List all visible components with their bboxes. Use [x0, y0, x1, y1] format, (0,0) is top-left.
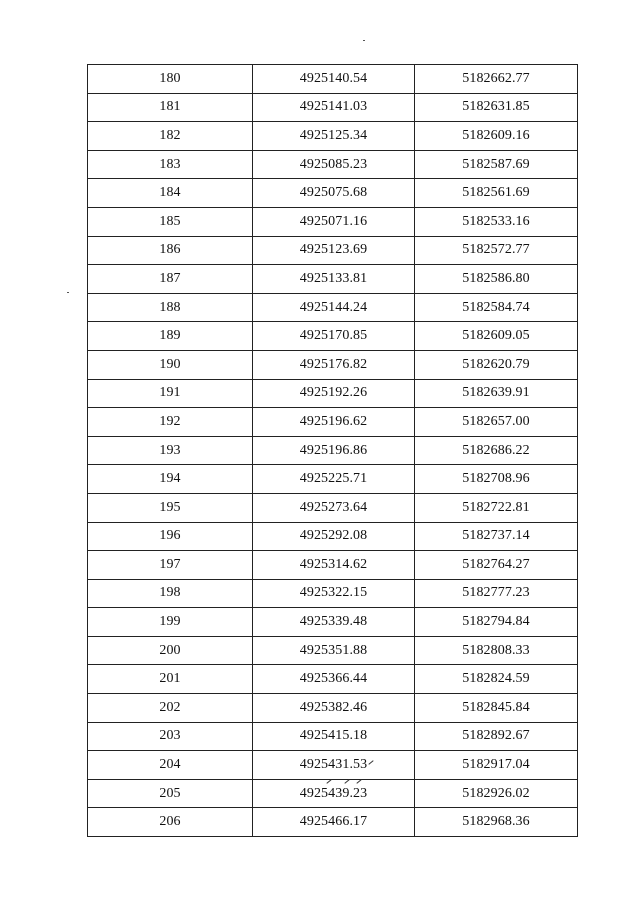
table-row	[88, 236, 578, 265]
scan-speck	[67, 292, 69, 293]
x-coordinate-cell: 4925196.86	[253, 436, 415, 465]
point-number-cell: 180	[88, 65, 253, 94]
x-coordinate-cell: 4925176.82	[253, 350, 415, 379]
coordinate-table-body	[88, 65, 578, 837]
table-row	[88, 722, 578, 751]
x-coordinate-cell: 4925415.18	[253, 722, 415, 751]
table-row	[88, 465, 578, 494]
point-number-cell: 197	[88, 551, 253, 580]
x-coordinate-cell: 4925140.54	[253, 65, 415, 94]
table-row	[88, 493, 578, 522]
x-coordinate-cell: 4925466.17	[253, 808, 415, 837]
x-coordinate-cell: 4925196.62	[253, 408, 415, 437]
x-coordinate-cell: 4925071.16	[253, 207, 415, 236]
table-row	[88, 751, 578, 780]
point-number-cell: 185	[88, 207, 253, 236]
point-number-cell: 193	[88, 436, 253, 465]
table-row	[88, 694, 578, 723]
table-row	[88, 608, 578, 637]
y-coordinate-cell: 5182764.27	[415, 551, 578, 580]
point-number-cell: 187	[88, 265, 253, 294]
y-coordinate-cell: 5182586.80	[415, 265, 578, 294]
table-row	[88, 436, 578, 465]
table-row	[88, 408, 578, 437]
point-number-cell: 182	[88, 122, 253, 151]
x-coordinate-cell: 4925144.24	[253, 293, 415, 322]
point-number-cell: 184	[88, 179, 253, 208]
x-coordinate-cell: 4925141.03	[253, 93, 415, 122]
point-number-cell: 181	[88, 93, 253, 122]
table-row	[88, 65, 578, 94]
point-number-cell: 196	[88, 522, 253, 551]
point-number-cell: 200	[88, 636, 253, 665]
y-coordinate-cell: 5182926.02	[415, 779, 578, 808]
x-coordinate-cell: 4925366.44	[253, 665, 415, 694]
y-coordinate-cell: 5182584.74	[415, 293, 578, 322]
table-row	[88, 379, 578, 408]
table-row	[88, 293, 578, 322]
y-coordinate-cell: 5182777.23	[415, 579, 578, 608]
table-row	[88, 522, 578, 551]
point-number-cell: 191	[88, 379, 253, 408]
y-coordinate-cell: 5182968.36	[415, 808, 578, 837]
point-number-cell: 190	[88, 350, 253, 379]
x-coordinate-cell: 4925225.71	[253, 465, 415, 494]
y-coordinate-cell: 5182824.59	[415, 665, 578, 694]
table-row	[88, 579, 578, 608]
table-row	[88, 179, 578, 208]
point-number-cell: 202	[88, 694, 253, 723]
x-coordinate-cell: 4925085.23	[253, 150, 415, 179]
point-number-cell: 192	[88, 408, 253, 437]
y-coordinate-cell: 5182917.04	[415, 751, 578, 780]
y-coordinate-cell: 5182845.84	[415, 694, 578, 723]
x-coordinate-cell: 4925292.08	[253, 522, 415, 551]
table-row	[88, 636, 578, 665]
y-coordinate-cell: 5182639.91	[415, 379, 578, 408]
y-coordinate-cell: 5182609.16	[415, 122, 578, 151]
point-number-cell: 194	[88, 465, 253, 494]
y-coordinate-cell: 5182892.67	[415, 722, 578, 751]
y-coordinate-cell: 5182572.77	[415, 236, 578, 265]
point-number-cell: 204	[88, 751, 253, 780]
point-number-cell: 198	[88, 579, 253, 608]
table-row	[88, 779, 578, 808]
table-row	[88, 808, 578, 837]
x-coordinate-cell: 4925351.88	[253, 636, 415, 665]
x-coordinate-cell: 4925170.85	[253, 322, 415, 351]
point-number-cell: 205	[88, 779, 253, 808]
table-row	[88, 207, 578, 236]
table-row	[88, 551, 578, 580]
table-row	[88, 265, 578, 294]
table-row	[88, 122, 578, 151]
y-coordinate-cell: 5182722.81	[415, 493, 578, 522]
y-coordinate-cell: 5182708.96	[415, 465, 578, 494]
y-coordinate-cell: 5182737.14	[415, 522, 578, 551]
y-coordinate-cell: 5182686.22	[415, 436, 578, 465]
table-row	[88, 322, 578, 351]
point-number-cell: 206	[88, 808, 253, 837]
point-number-cell: 195	[88, 493, 253, 522]
point-number-cell: 183	[88, 150, 253, 179]
y-coordinate-cell: 5182587.69	[415, 150, 578, 179]
x-coordinate-cell: 4925339.48	[253, 608, 415, 637]
x-coordinate-cell: 4925273.64	[253, 493, 415, 522]
y-coordinate-cell: 5182808.33	[415, 636, 578, 665]
y-coordinate-cell: 5182631.85	[415, 93, 578, 122]
x-coordinate-cell: 4925125.34	[253, 122, 415, 151]
x-coordinate-cell: 4925123.69	[253, 236, 415, 265]
table-row	[88, 350, 578, 379]
scan-speck	[363, 40, 365, 41]
point-number-cell: 188	[88, 293, 253, 322]
y-coordinate-cell: 5182561.69	[415, 179, 578, 208]
point-number-cell: 199	[88, 608, 253, 637]
y-coordinate-cell: 5182662.77	[415, 65, 578, 94]
coordinate-table	[87, 64, 578, 837]
x-coordinate-cell: 4925075.68	[253, 179, 415, 208]
table-row	[88, 150, 578, 179]
x-coordinate-cell: 4925439.23	[253, 779, 415, 808]
y-coordinate-cell: 5182794.84	[415, 608, 578, 637]
x-coordinate-cell: 4925382.46	[253, 694, 415, 723]
point-number-cell: 203	[88, 722, 253, 751]
x-coordinate-cell: 4925322.15	[253, 579, 415, 608]
point-number-cell: 189	[88, 322, 253, 351]
table-row	[88, 665, 578, 694]
table-row	[88, 93, 578, 122]
y-coordinate-cell: 5182533.16	[415, 207, 578, 236]
x-coordinate-cell: 4925314.62	[253, 551, 415, 580]
x-coordinate-cell: 4925192.26	[253, 379, 415, 408]
y-coordinate-cell: 5182657.00	[415, 408, 578, 437]
x-coordinate-cell: 4925133.81	[253, 265, 415, 294]
x-coordinate-cell: 4925431.53	[253, 751, 415, 780]
y-coordinate-cell: 5182609.05	[415, 322, 578, 351]
point-number-cell: 201	[88, 665, 253, 694]
point-number-cell: 186	[88, 236, 253, 265]
y-coordinate-cell: 5182620.79	[415, 350, 578, 379]
